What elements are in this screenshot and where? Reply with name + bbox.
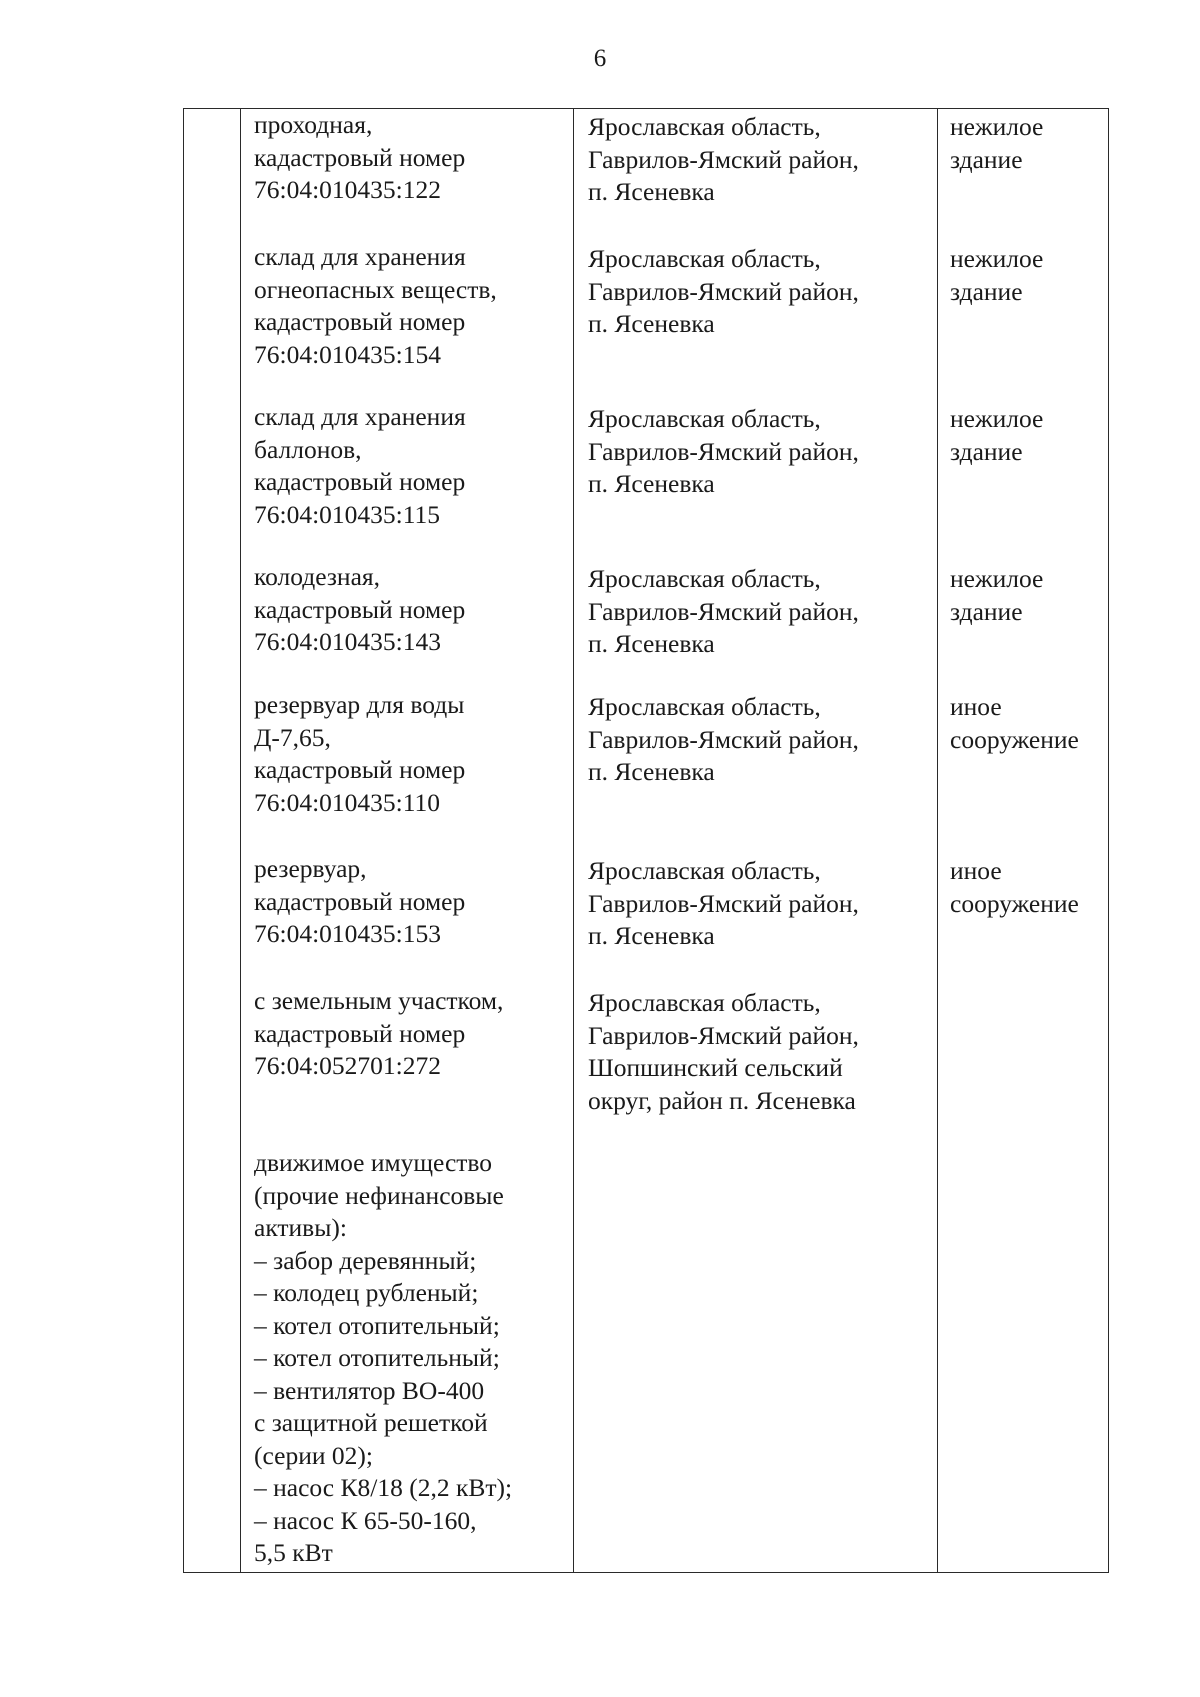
- property-name: с земельным участком, кадастровый номер 76:04:052701:272: [254, 986, 504, 1080]
- property-address: Ярославская область, Гаврилов-Ямский район, п. Ясеневка: [588, 112, 859, 206]
- property-type: иное сооружение: [950, 856, 1079, 918]
- property-address: Ярославская область, Гаврилов-Ямский район, п. Ясеневка: [588, 244, 859, 338]
- property-name: склад для хранения огнеопасных веществ, кадастровый номер 76:04:010435:154: [254, 242, 497, 369]
- column-divider: [240, 109, 241, 1572]
- column-divider: [573, 109, 574, 1572]
- property-type: иное сооружение: [950, 692, 1079, 754]
- property-address: Ярославская область, Гаврилов-Ямский район, Шопшинский сельский округ, район п. Ясеневка: [588, 988, 859, 1115]
- property-address: Ярославская область, Гаврилов-Ямский район, п. Ясеневка: [588, 564, 859, 658]
- property-name: склад для хранения баллонов, кадастровый номер 76:04:010435:115: [254, 402, 466, 529]
- property-address: Ярославская область, Гаврилов-Ямский район, п. Ясеневка: [588, 856, 859, 950]
- property-type: нежилое здание: [950, 112, 1044, 174]
- property-address: Ярославская область, Гаврилов-Ямский район, п. Ясеневка: [588, 692, 859, 786]
- property-type: нежилое здание: [950, 404, 1044, 466]
- property-name: движимое имущество (прочие нефинансовые активы): – забор деревянный; – колодец рубленый; – котел отопительный; – котел отопительный; – вентилятор ВО-400 с защитной решеткой (серии 02); – насос К8/18 (2,2 кВт); – насос К 65-50-160, 5,5 кВт: [254, 1148, 513, 1567]
- page-number: 6: [593, 45, 607, 72]
- property-type: нежилое здание: [950, 244, 1044, 306]
- property-name: резервуар для воды Д-7,65, кадастровый номер 76:04:010435:110: [254, 690, 466, 817]
- column-divider: [937, 109, 938, 1572]
- property-name: резервуар, кадастровый номер 76:04:010435:153: [254, 854, 466, 948]
- property-name: колодезная, кадастровый номер 76:04:010435:143: [254, 562, 466, 656]
- property-name: проходная, кадастровый номер 76:04:010435:122: [254, 110, 466, 204]
- property-address: Ярославская область, Гаврилов-Ямский район, п. Ясеневка: [588, 404, 859, 498]
- property-type: нежилое здание: [950, 564, 1044, 626]
- property-table: [183, 108, 1109, 1573]
